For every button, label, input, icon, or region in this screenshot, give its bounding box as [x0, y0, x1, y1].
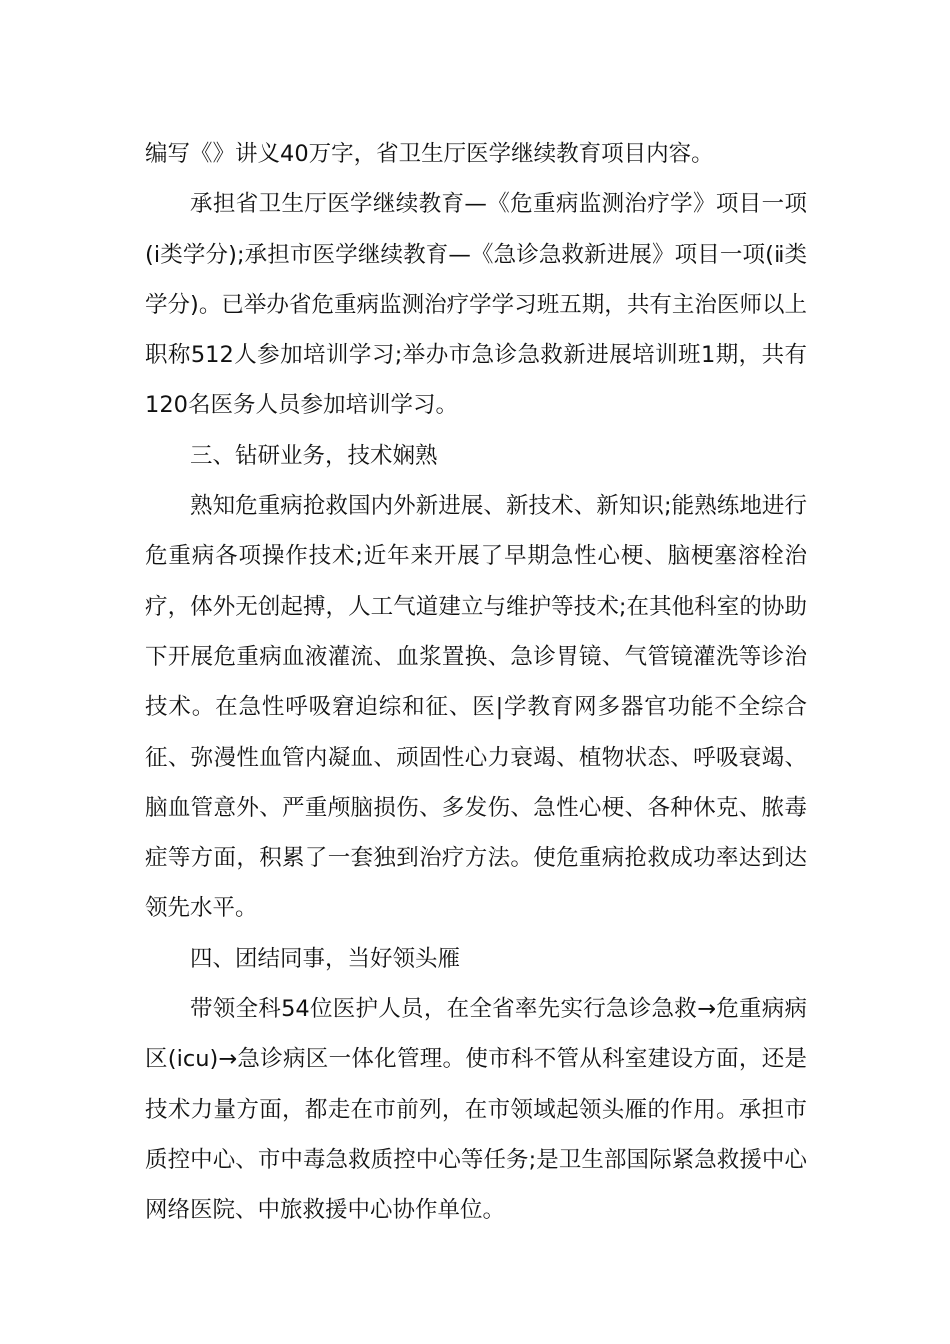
paragraph-technical-skills: 熟知危重病抢救国内外新进展、新技术、新知识;能熟练地进行危重病各项操作技术;近年来开展了早期急性心梗、脑梗塞溶栓治疗，体外无创起搏，人工气道建立与维护等技术;在其他科室的协助下开展危重病血液灌流、血浆置换、急诊胃镜、气管镜灌洗等诊治技术。在急性呼吸窘迫综和征、医|学教育网多器官功能不全综合征、弥漫性血管内凝血、顽固性心力衰竭、植物状态、呼吸衰竭、脑血管意外、严重颅脑损伤、多发伤、急性心梗、各种休克、脓毒症等方面，积累了一套独到治疗方法。使危重病抢救成功率达到达领先水平。	[145, 493, 807, 922]
section-heading-3: 三、钻研业务，技术娴熟	[190, 442, 438, 469]
document-body	[145, 129, 807, 1236]
paragraph-team-leadership: 带领全科54位医护人员，在全省率先实行急诊急救→危重病病区(icu)→急诊病区一体化管理。使市科不管从科室建设方面，还是技术力量方面，都走在市前列，在市领域起领头雁的作用。承担市质控中心、市中毒急救质控中心等任务;是卫生部国际紧急救援中心网络医院、中旅救援中心协作单位。	[145, 996, 807, 1224]
section-heading-4: 四、团结同事，当好领头雁	[190, 945, 461, 972]
paragraph-lecture-notes: 编写《》讲义40万字，省卫生厅医学继续教育项目内容。	[145, 141, 714, 167]
paragraph-continuing-education: 承担省卫生厅医学继续教育—《危重病监测治疗学》项目一项(ⅰ类学分);承担市医学继续教育—《急诊急救新进展》项目一项(ⅱ类学分)。已举办省危重病监测治疗学学习班五期，共有主治医师以上职称512人参加培训学习;举办市急诊急救新进展培训班1期，共有120名医务人员参加培训学习。	[145, 191, 807, 419]
